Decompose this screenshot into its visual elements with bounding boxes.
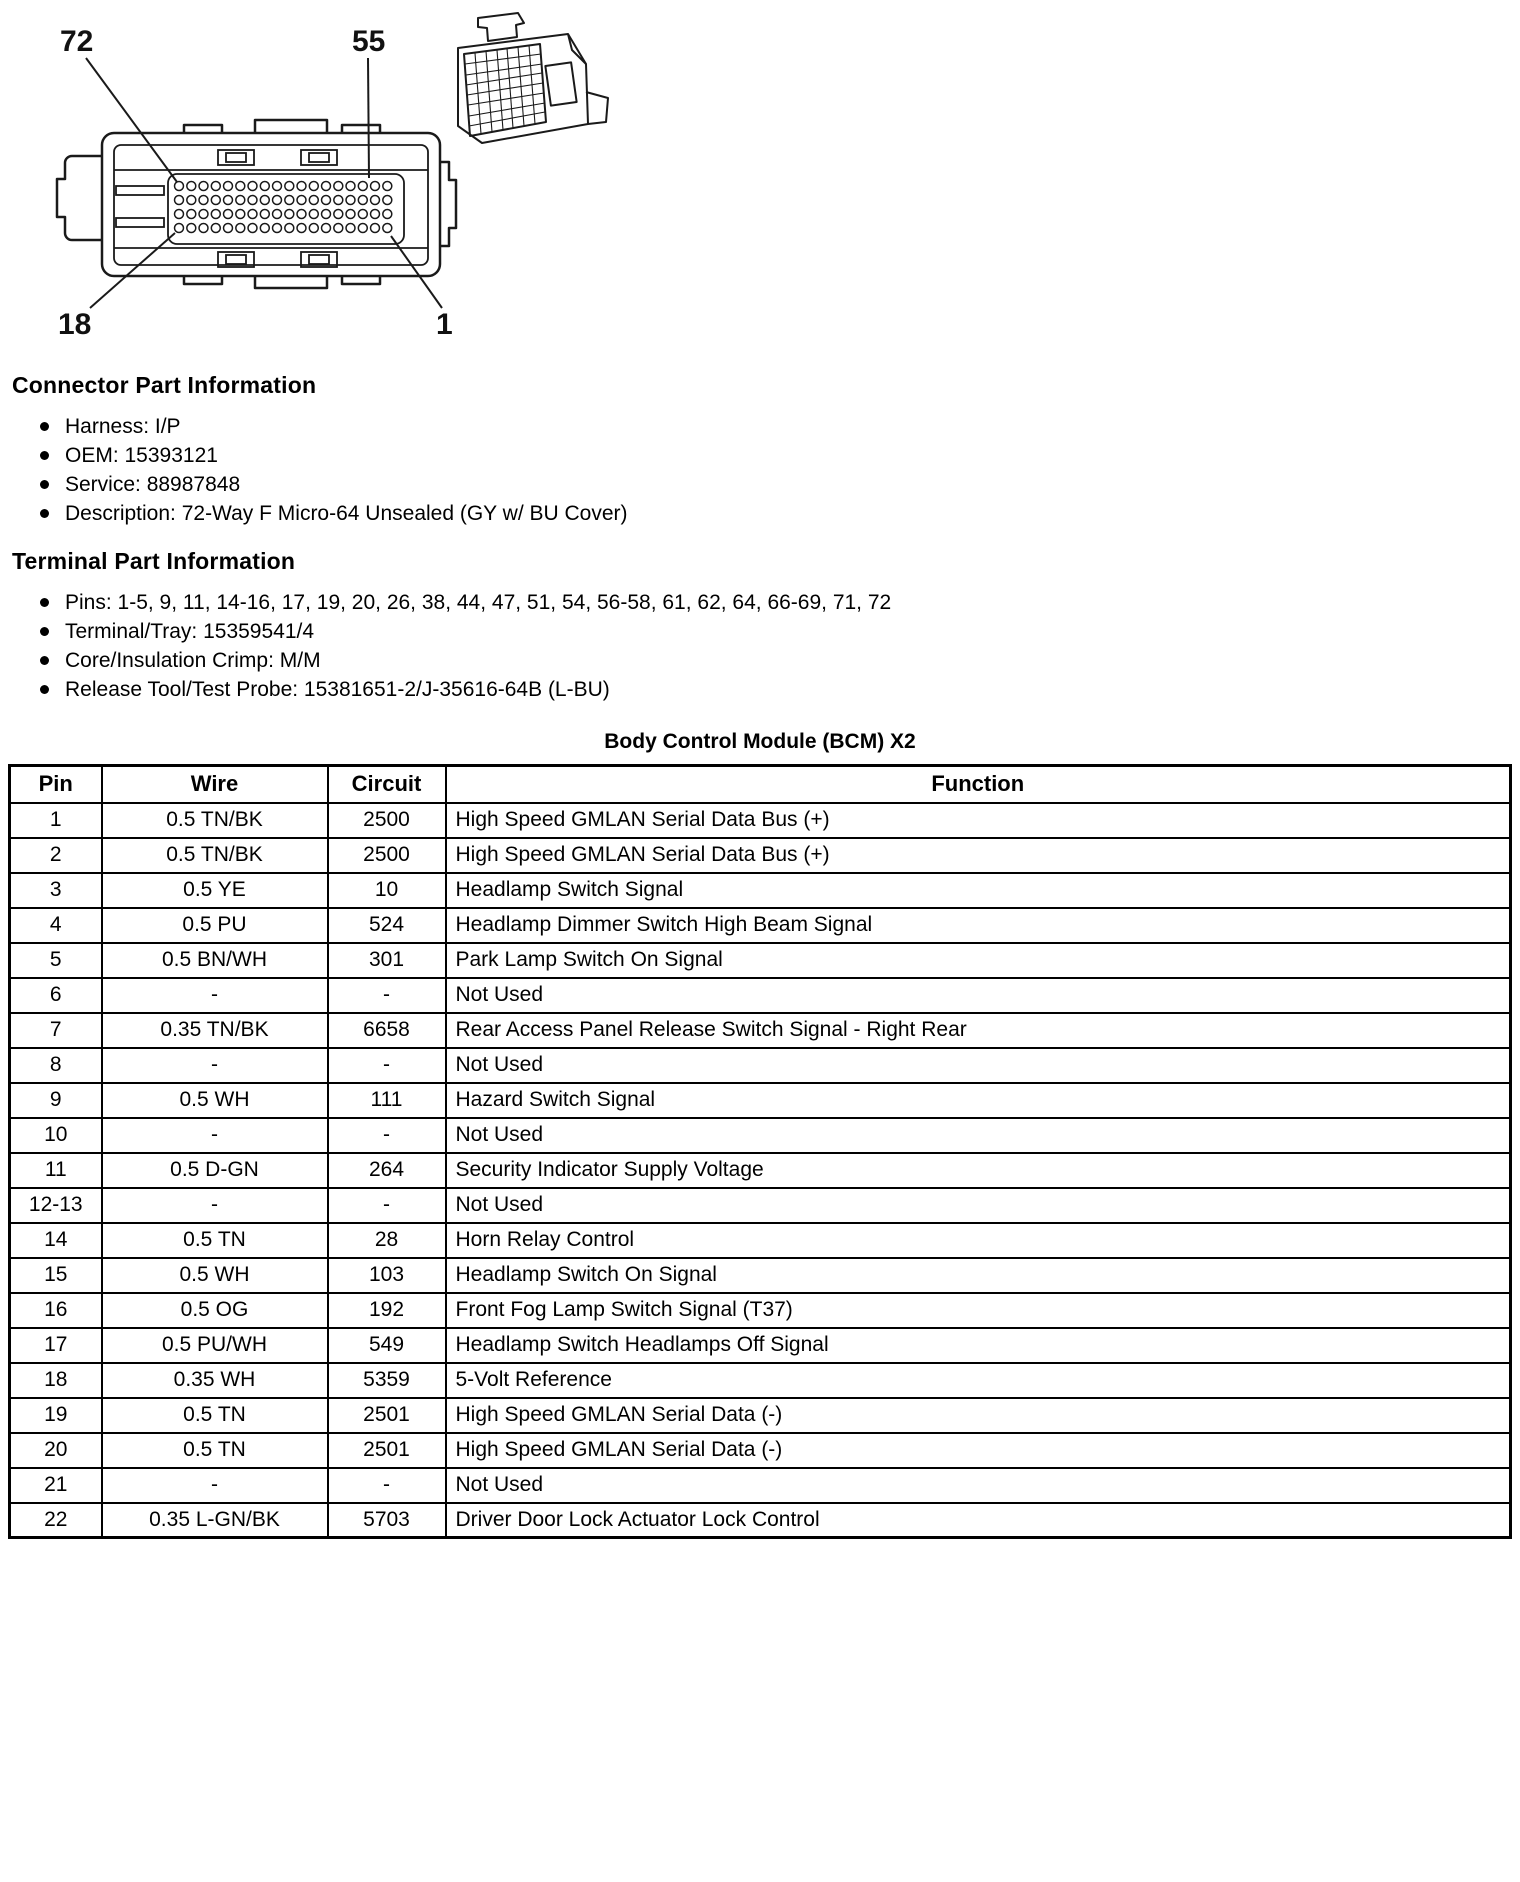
table-cell: 4 <box>10 908 102 943</box>
table-cell: 5359 <box>328 1363 446 1398</box>
table-cell: Driver Door Lock Actuator Lock Control <box>446 1503 1511 1538</box>
table-cell: Rear Access Panel Release Switch Signal - Right Rear <box>446 1013 1511 1048</box>
table-cell: 20 <box>10 1433 102 1468</box>
table-cell: - <box>102 1468 328 1503</box>
list-item: Pins: 1-5, 9, 11, 14-16, 17, 19, 20, 26, 38, 44, 47, 51, 54, 56-58, 61, 62, 64, 66-69, 71, 72 <box>40 588 1520 617</box>
table-cell: 2500 <box>328 803 446 838</box>
table-row <box>10 838 1511 873</box>
table-cell: 21 <box>10 1468 102 1503</box>
table-cell: 192 <box>328 1293 446 1328</box>
table-cell: 16 <box>10 1293 102 1328</box>
table-cell: High Speed GMLAN Serial Data (-) <box>446 1433 1511 1468</box>
callout-pin-18: 18 <box>58 308 92 341</box>
table-cell: - <box>102 1188 328 1223</box>
terminal-part-info-heading: Terminal Part Information <box>12 548 296 574</box>
table-cell: 5-Volt Reference <box>446 1363 1511 1398</box>
table-row <box>10 1293 1511 1328</box>
table-cell: - <box>328 978 446 1013</box>
table-cell: - <box>328 1188 446 1223</box>
table-cell: 549 <box>328 1328 446 1363</box>
table-cell: Headlamp Switch On Signal <box>446 1258 1511 1293</box>
table-row <box>10 1048 1511 1083</box>
table-cell: 5703 <box>328 1503 446 1538</box>
table-cell: - <box>328 1468 446 1503</box>
table-cell: 0.5 PU/WH <box>102 1328 328 1363</box>
table-cell: 12-13 <box>10 1188 102 1223</box>
table-cell: High Speed GMLAN Serial Data Bus (+) <box>446 803 1511 838</box>
pinout-table-body <box>10 803 1511 1538</box>
table-row <box>10 803 1511 838</box>
table-cell: High Speed GMLAN Serial Data Bus (+) <box>446 838 1511 873</box>
table-row <box>10 1188 1511 1223</box>
table-cell: 0.5 WH <box>102 1258 328 1293</box>
table-cell: 0.35 WH <box>102 1363 328 1398</box>
table-cell: Not Used <box>446 1118 1511 1153</box>
table-cell: 0.5 OG <box>102 1293 328 1328</box>
table-cell: Headlamp Switch Signal <box>446 873 1511 908</box>
table-cell: High Speed GMLAN Serial Data (-) <box>446 1398 1511 1433</box>
list-item: Description: 72-Way F Micro-64 Unsealed (GY w/ BU Cover) <box>40 499 1520 528</box>
table-cell: 2 <box>10 838 102 873</box>
table-row <box>10 1503 1511 1538</box>
table-row <box>10 1223 1511 1258</box>
table-cell: 0.5 TN/BK <box>102 838 328 873</box>
list-item: Release Tool/Test Probe: 15381651-2/J-35616-64B (L-BU) <box>40 675 1520 704</box>
table-cell: 8 <box>10 1048 102 1083</box>
callout-pin-1: 1 <box>436 308 453 341</box>
table-cell: Not Used <box>446 1048 1511 1083</box>
table-cell: 264 <box>328 1153 446 1188</box>
callout-pin-72: 72 <box>60 25 94 58</box>
callout-leader-lines <box>86 58 442 308</box>
list-item: Service: 88987848 <box>40 470 1520 499</box>
table-cell: 19 <box>10 1398 102 1433</box>
table-cell: Not Used <box>446 978 1511 1013</box>
table-cell: 10 <box>328 873 446 908</box>
table-row <box>10 1328 1511 1363</box>
table-row <box>10 1258 1511 1293</box>
table-cell: 11 <box>10 1153 102 1188</box>
table-cell: 5 <box>10 943 102 978</box>
table-row <box>10 1013 1511 1048</box>
terminal-part-info-list <box>40 588 1520 704</box>
table-row <box>10 908 1511 943</box>
table-cell: 2501 <box>328 1398 446 1433</box>
pin-cavity-grid <box>175 182 392 233</box>
table-cell: 9 <box>10 1083 102 1118</box>
table-cell: 0.5 TN <box>102 1223 328 1258</box>
table-row <box>10 1118 1511 1153</box>
table-cell: 2501 <box>328 1433 446 1468</box>
table-cell: 0.5 WH <box>102 1083 328 1118</box>
table-cell: Not Used <box>446 1188 1511 1223</box>
table-cell: 2500 <box>328 838 446 873</box>
table-cell: - <box>102 978 328 1013</box>
table-cell: - <box>102 1048 328 1083</box>
list-item: OEM: 15393121 <box>40 441 1520 470</box>
table-row <box>10 873 1511 908</box>
table-row <box>10 1433 1511 1468</box>
table-row <box>10 1363 1511 1398</box>
connector-part-info-heading: Connector Part Information <box>12 372 317 398</box>
pinout-table <box>8 764 1512 1539</box>
connector-face-drawing <box>12 6 652 356</box>
table-cell: 0.5 PU <box>102 908 328 943</box>
table-row <box>10 1153 1511 1188</box>
list-item: Terminal/Tray: 15359541/4 <box>40 617 1520 646</box>
table-cell: Headlamp Switch Headlamps Off Signal <box>446 1328 1511 1363</box>
table-cell: 6658 <box>328 1013 446 1048</box>
table-cell: 7 <box>10 1013 102 1048</box>
table-cell: 1 <box>10 803 102 838</box>
table-cell: 15 <box>10 1258 102 1293</box>
connector-part-info-list <box>40 412 1520 528</box>
table-cell: 0.5 BN/WH <box>102 943 328 978</box>
table-cell: 0.35 TN/BK <box>102 1013 328 1048</box>
table-cell: Front Fog Lamp Switch Signal (T37) <box>446 1293 1511 1328</box>
column-header-circuit: Circuit <box>328 766 446 803</box>
table-cell: 0.5 YE <box>102 873 328 908</box>
table-cell: Horn Relay Control <box>446 1223 1511 1258</box>
list-item: Core/Insulation Crimp: M/M <box>40 646 1520 675</box>
table-cell: 22 <box>10 1503 102 1538</box>
column-header-function: Function <box>446 766 1511 803</box>
table-cell: 0.5 D-GN <box>102 1153 328 1188</box>
table-cell: 301 <box>328 943 446 978</box>
table-cell: Hazard Switch Signal <box>446 1083 1511 1118</box>
table-cell: 0.5 TN/BK <box>102 803 328 838</box>
table-cell: 0.5 TN <box>102 1433 328 1468</box>
table-cell: Not Used <box>446 1468 1511 1503</box>
table-cell: 6 <box>10 978 102 1013</box>
table-cell: 103 <box>328 1258 446 1293</box>
table-cell: 111 <box>328 1083 446 1118</box>
table-row <box>10 1083 1511 1118</box>
table-cell: 18 <box>10 1363 102 1398</box>
table-cell: 524 <box>328 908 446 943</box>
pinout-table-title: Body Control Module (BCM) X2 <box>604 730 916 753</box>
table-row <box>10 1398 1511 1433</box>
table-cell: Security Indicator Supply Voltage <box>446 1153 1511 1188</box>
table-row <box>10 943 1511 978</box>
table-cell: 17 <box>10 1328 102 1363</box>
table-header-row <box>10 766 1511 803</box>
table-cell: - <box>328 1118 446 1153</box>
list-item: Harness: I/P <box>40 412 1520 441</box>
connector-diagram <box>0 0 1520 372</box>
table-cell: 14 <box>10 1223 102 1258</box>
table-cell: 0.35 L-GN/BK <box>102 1503 328 1538</box>
table-cell: - <box>102 1118 328 1153</box>
connector-3d-grid <box>465 45 545 134</box>
table-cell: 28 <box>328 1223 446 1258</box>
callout-pin-55: 55 <box>352 25 386 58</box>
table-row <box>10 978 1511 1013</box>
table-cell: 0.5 TN <box>102 1398 328 1433</box>
column-header-pin: Pin <box>10 766 102 803</box>
table-cell: 3 <box>10 873 102 908</box>
table-cell: - <box>328 1048 446 1083</box>
column-header-wire: Wire <box>102 766 328 803</box>
table-cell: Headlamp Dimmer Switch High Beam Signal <box>446 908 1511 943</box>
table-cell: 10 <box>10 1118 102 1153</box>
connector-inner-detail <box>114 145 428 267</box>
table-row <box>10 1468 1511 1503</box>
table-cell: Park Lamp Switch On Signal <box>446 943 1511 978</box>
